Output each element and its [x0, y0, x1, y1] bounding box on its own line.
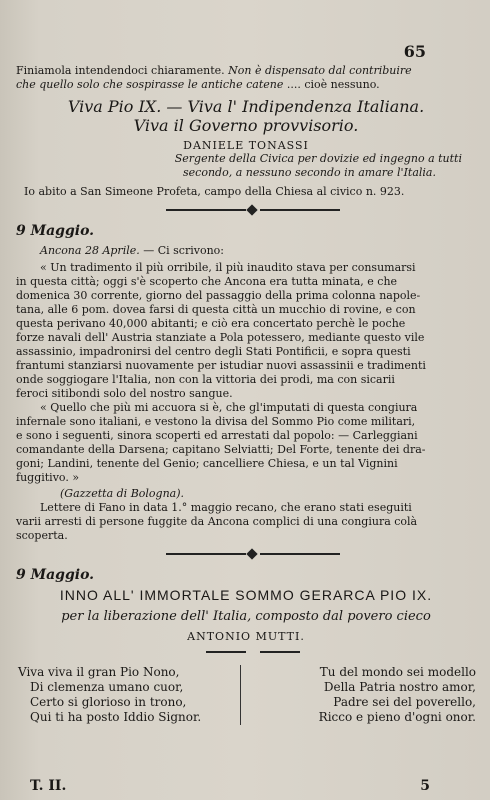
text-line: Lettere di Fano in data 1.° maggio recano, che erano stati eseguiti — [40, 501, 412, 514]
text-line: comandante della Darsena; capitano Selviatti; Del Forte, tenente dei dra- — [16, 443, 426, 456]
address-line: Io abito a San Simeone Profeta, campo della Chiesa al civico n. 923. — [24, 185, 405, 198]
hymn-author: ANTONIO MUTTI. — [187, 630, 305, 643]
intro-text-italic: che quello solo che sospirasse le antiche catene — [16, 78, 284, 91]
verse-line: Viva viva il gran Pio Nono, — [18, 665, 180, 679]
text-line: « Quello che più mi accuora si è, che gl'imputati di questa congiura — [40, 401, 418, 414]
intro-text: .... cioè nessuno. — [283, 78, 380, 91]
verse-column-left — [16, 665, 240, 725]
paragraph-3 — [16, 501, 476, 543]
source-citation: (Gazzetta di Bologna). — [60, 487, 185, 500]
text-line: fuggitivo. » — [16, 471, 80, 484]
signature-name: DANIELE TONASSI — [183, 139, 309, 152]
text-line: « Un tradimento il più orribile, il più inaudito stava per consumarsi — [40, 261, 416, 274]
section-divider — [16, 549, 476, 559]
page-number: 65 — [403, 42, 426, 61]
verse-line: Della Patria nostro amor, — [323, 680, 476, 694]
text-line: frantumi stanziarsi nuovamente per istudiar nuovi assassinii e tradimenti — [16, 359, 426, 372]
text-line: goni; Landini, tenente del Genio; cancelliere Chiesa, e un tal Vignini — [16, 457, 398, 470]
hymn-title: INNO ALL' IMMORTALE SOMMO GERARCA PIO IX. — [59, 587, 433, 603]
verse-line: Di clemenza umano cuor, — [30, 680, 184, 694]
verse-line: Certo si glorioso in trono, — [30, 695, 187, 709]
text-line: infernale sono italiani, e vestono la divisa del Sommo Pio come militari, — [16, 415, 416, 428]
text-line: questa perivano 40,000 abitanti; e ciò era concertato perchè le poche — [16, 317, 406, 330]
verse-column-right — [240, 665, 477, 725]
intro-text: Finiamola intendendoci chiaramente. — [16, 64, 229, 77]
text-line: varii arresti di persone fuggite da Ancona complici di una congiura colà — [16, 515, 418, 528]
intro-line-2 — [16, 78, 476, 92]
acclamation-line-1: Viva Pio IX. — Viva l' Indipendenza Italiana. — [67, 97, 425, 116]
hymn-rule — [16, 647, 476, 657]
acclamation-line-2: Viva il Governo provvisorio. — [133, 116, 359, 135]
page-footer — [30, 778, 430, 794]
verse-line: Tu del mondo sei modello — [319, 665, 476, 679]
hymn-verses — [16, 665, 476, 725]
text-line: in questa città; oggi s'è scoperto che Ancona era tutta minata, e che — [16, 275, 398, 288]
text-line: domenica 30 corrente, giorno del passaggio della prima colonna napole- — [16, 289, 421, 302]
verse-line: Padre sei del poverello, — [333, 695, 476, 709]
verse-line: Ricco e pieno d'ogni onor. — [318, 710, 476, 724]
text-line: feroci sitibondi solo del nostro sangue. — [16, 387, 233, 400]
signature-mark: 5 — [420, 778, 430, 794]
signature-title-1: Sergente della Civica per dovizie ed ingegno a tutti — [174, 152, 462, 165]
paragraph-1 — [16, 261, 476, 401]
dateline-place: Ancona 28 Aprile. — [40, 244, 140, 257]
text-line: assassinio, impadronirsi del centro degli Stati Pontificii, e sopra questi — [16, 345, 411, 358]
signature-title-2: secondo, a nessuno secondo in amare l'Italia. — [183, 166, 436, 179]
dateline — [16, 244, 476, 258]
section-divider — [16, 205, 476, 215]
text-line: forze navali dell' Austria stanziate a Pola potessero, mediante questo vile — [16, 331, 425, 344]
dateline-text: — Ci scrivono: — [139, 244, 224, 257]
text-line: scoperta. — [16, 529, 68, 542]
text-line: e sono i seguenti, sinora scoperti ed arrestati dal popolo: — Carleggiani — [16, 429, 418, 442]
volume-mark: T. II. — [30, 778, 67, 794]
section-date: 9 Maggio. — [16, 223, 95, 239]
hymn-subtitle: per la liberazione dell' Italia, composto dal povero cieco — [61, 609, 431, 624]
intro-text-italic: Non è dispensato dal contribuire — [228, 64, 412, 77]
intro-line-1 — [16, 64, 476, 78]
text-line: tana, alle 6 pom. dovea farsi di questa città un mucchio di rovine, e con — [16, 303, 416, 316]
section-date: 9 Maggio. — [16, 567, 95, 583]
verse-line: Qui ti ha posto Iddio Signor. — [30, 710, 202, 724]
paragraph-2 — [16, 401, 476, 485]
text-line: onde soggiogare l'Italia, non con la vittoria dei prodi, ma con sicarii — [16, 373, 395, 386]
